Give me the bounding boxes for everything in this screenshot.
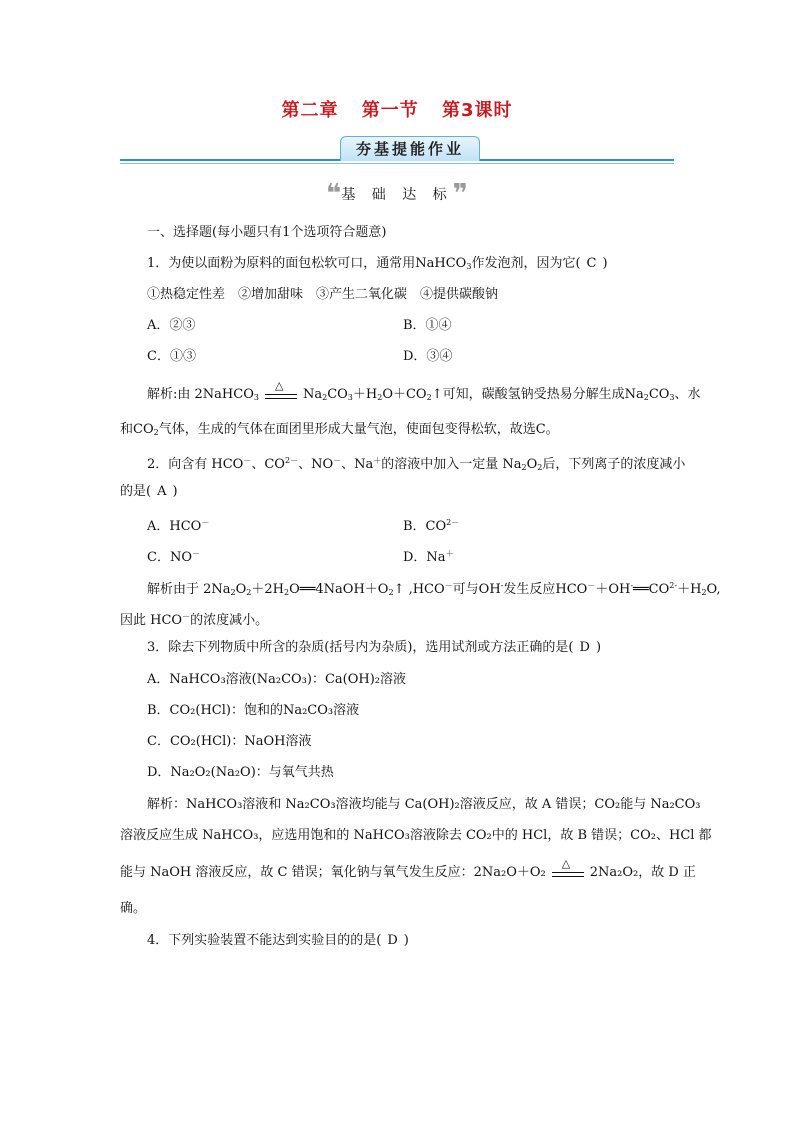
heat-condition-icon: △ — [265, 388, 297, 402]
subtitle-text: 基 础 达 标 — [341, 187, 453, 203]
q1-explanation-line1: 解析:由 2NaHCO$_3$ △ $Na_2CO_3+H_2O+CO_2↑$可知，碳酸氢钠受热易分解生成$Na_2CO_3$、水 — [147, 378, 701, 402]
chapter-label: 第二章 — [281, 100, 339, 121]
q3-explanation-line1: 解析：NaHCO₃溶液和 Na₂CO₃溶液均能与 Ca(OH)₂溶液反应，故 A 错误；CO₂能与 Na₂CO₃ — [147, 797, 701, 812]
q3-option-d: D．Na₂O₂(Na₂O)：与氧气共热 — [147, 765, 334, 780]
section-label: 第一节 — [361, 100, 419, 121]
q3-option-b: B．CO₂(HCl)：饱和的Na₂CO₃溶液 — [147, 703, 360, 718]
q2-option-c: C．NO－ — [147, 549, 200, 565]
q3-answer: D — [579, 640, 590, 655]
q1-option-c: C．①③ — [147, 349, 196, 364]
q2-stem-line2: 的是( A ) — [120, 484, 178, 499]
section-subtitle — [0, 179, 794, 209]
banner-rule-thin — [120, 163, 674, 164]
q3-explanation-line2: 溶液反应生成 NaHCO₃，应选用饱和的 NaHCO₃溶液除去 CO₂中的 HCl，故 B 错误；CO₂、HCl 都 — [120, 828, 712, 843]
q3-stem: 3．除去下列物质中所含的杂质(括号内为杂质)，选用试剂或方法正确的是( D ) — [147, 640, 602, 655]
q2-option-b: B．$CO^{2-}$ — [403, 518, 460, 534]
part-heading: 一、选择题(每小题只有1个选项符合题意) — [147, 225, 387, 240]
q1-option-d: D．③④ — [403, 349, 453, 364]
open-quote-icon: ❝ — [326, 179, 342, 209]
q4-answer: D — [387, 933, 398, 948]
heat-condition-icon: △ — [552, 866, 584, 880]
q1-option-a: A．②③ — [147, 318, 196, 333]
q4-stem: 4．下列实验装置不能达到实验目的的是( D ) — [147, 933, 409, 948]
q3-explanation-line3: 能与 NaOH 溶液反应，故 C 错误；氧化钠与氧气发生反应：2Na₂O＋O₂ △ 2Na₂O₂，故 D 正 — [120, 856, 696, 880]
q2-option-d: D．Na＋ — [403, 549, 454, 565]
q2-explanation-line2: 因此 HCO－的浓度减小。 — [120, 612, 269, 628]
q1-answer: C — [586, 256, 597, 271]
lesson-label: 第3课时 — [442, 100, 513, 121]
page-title — [0, 96, 794, 122]
q1-statements: ①热稳定性差 ②增加甜味 ③产生二氧化碳 ④提供碳酸钠 — [147, 287, 499, 302]
q1-explanation-line2: 和$CO_2$气体，生成的气体在面团里形成大量气泡，使面包变得松软，故选C。 — [120, 422, 559, 437]
q2-explanation-line1: 解析由于 $2Na_2O_2+2H_2O══4NaOH+O_2↑$ ,HCO－可与OH-发生反应$HCO^-+OH^-══CO^{2-}+H_2O$, — [147, 581, 721, 597]
q3-explanation-line4: 确。 — [120, 901, 147, 916]
q2-option-a: A．HCO－ — [147, 518, 210, 534]
q1-stem: 1．为使以面粉为原料的面包松软可口，通常用NaHCO$_3$作发泡剂，因为它( C ) — [147, 256, 608, 271]
q2-answer: A — [157, 484, 167, 499]
q3-option-a: A．NaHCO₃溶液(Na₂CO₃)：Ca(OH)₂溶液 — [147, 672, 407, 687]
q1-option-b: B．①④ — [403, 318, 452, 333]
close-quote-icon: ❞ — [452, 179, 468, 209]
q2-stem-line1: 2．向含有 HCO－、$CO^{2-}$、NO－、Na＋的溶液中加入一定量 $Na_2O_2$后，下列离子的浓度减小 — [147, 456, 686, 472]
q3-option-c: C．CO₂(HCl)：NaOH溶液 — [147, 734, 312, 749]
banner-tab: 夯基提能作业 — [340, 136, 480, 161]
